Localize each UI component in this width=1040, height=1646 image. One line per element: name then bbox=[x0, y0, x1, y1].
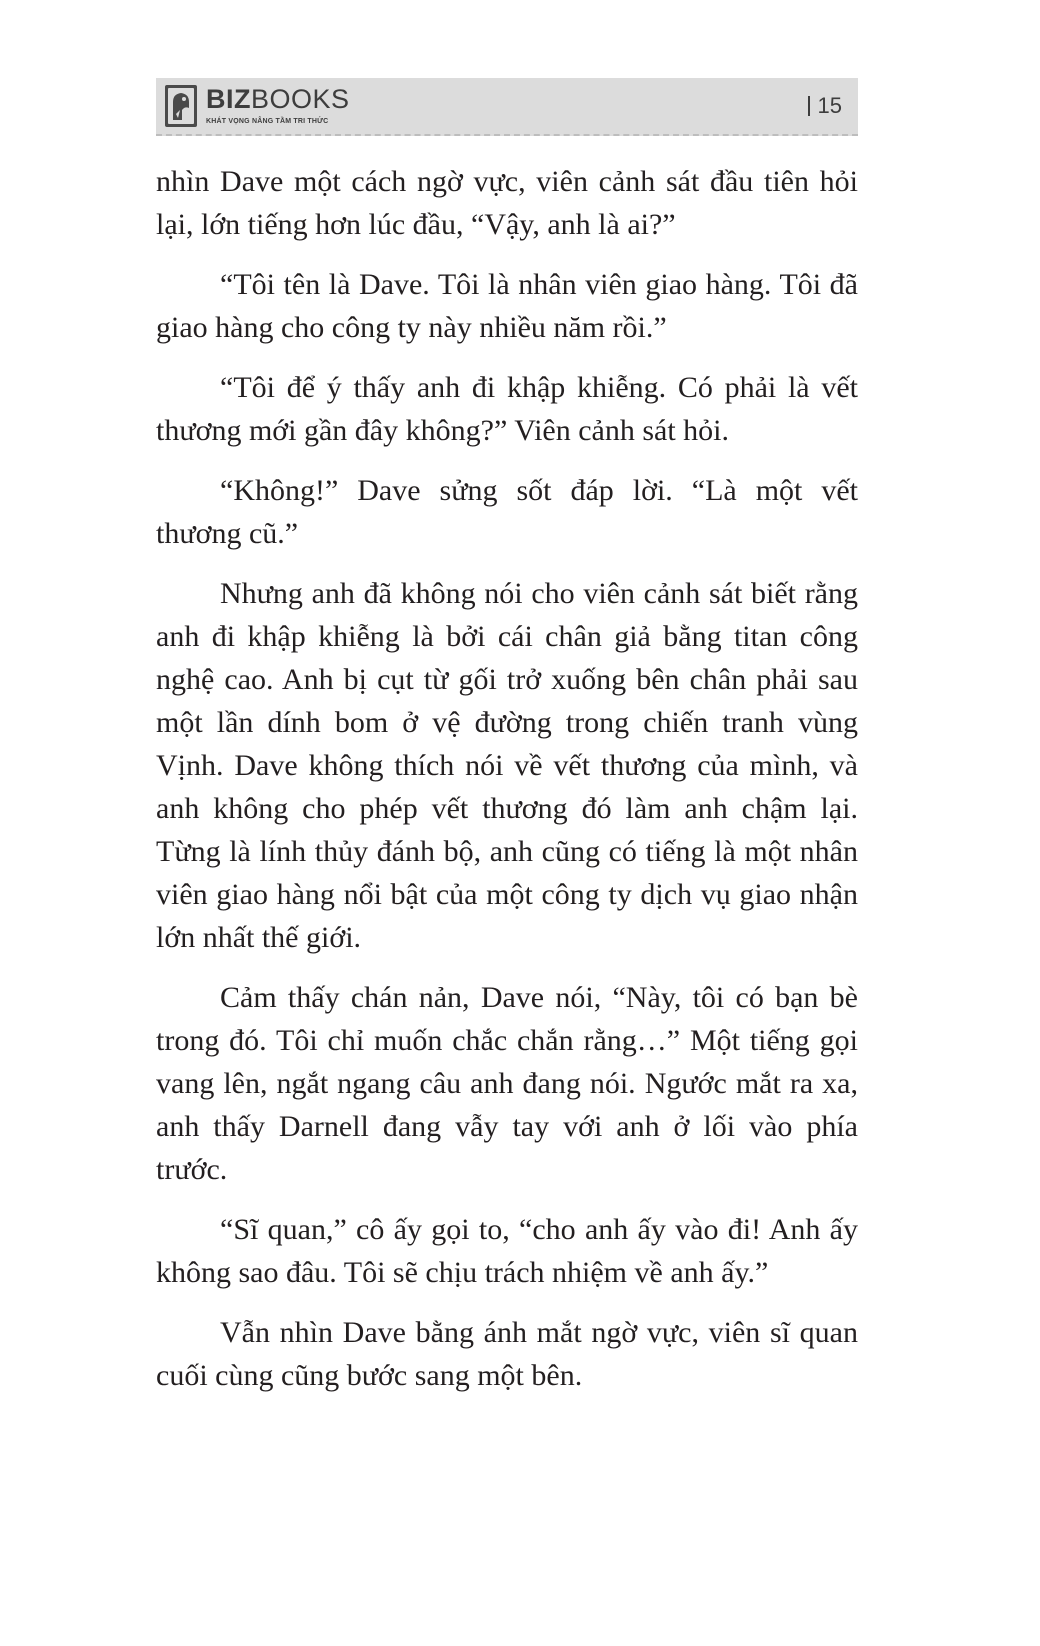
paragraph: nhìn Dave một cách ngờ vực, viên cảnh sát đầu tiên hỏi lại, lớn tiếng hơn lúc đầu, “Vậy, anh là ai?” bbox=[156, 165, 858, 241]
paragraph: Cảm thấy chán nản, Dave nói, “Này, tôi có bạn bè trong đó. Tôi chỉ muốn chắc chắn rằng…” Một tiếng gọi vang lên, ngắt ngang câu anh đang nói. Ngước mắt ra xa, anh thấy Darnell đang vẫy tay với anh ở lối vào phía trước. bbox=[156, 981, 858, 1186]
paragraph: Nhưng anh đã không nói cho viên cảnh sát biết rằng anh đi khập khiễng là bởi cái chân giả bằng titan công nghệ cao. Anh bị cụt từ gối trở xuống bên chân phải sau một lần dính bom ở vệ đường trong chiến tranh vùng Vịnh. Dave không thích nói về vết thương của mình, và anh không cho phép vết thương đó làm anh chậm lại. Từng là lính thủy đánh bộ, anh cũng có tiếng là một nhân viên giao hàng nổi bật của một công ty dịch vụ giao nhận lớn nhất thế giới. bbox=[156, 577, 858, 954]
paragraph: “Tôi để ý thấy anh đi khập khiễng. Có phải là vết thương mới gần đây không?” Viên cảnh sát hỏi. bbox=[156, 371, 858, 447]
paragraph: Vẫn nhìn Dave bằng ánh mắt ngờ vực, viên sĩ quan cuối cùng cũng bước sang một bên. bbox=[156, 1316, 858, 1392]
page-number-divider bbox=[808, 96, 810, 116]
brand-name bbox=[206, 86, 350, 113]
brand-name-bold: BIZ bbox=[206, 84, 251, 114]
paragraph: “Không!” Dave sửng sốt đáp lời. “Là một vết thương cũ.” bbox=[156, 474, 858, 550]
body-text bbox=[156, 160, 858, 1414]
page-number-value: 15 bbox=[817, 93, 842, 118]
paragraph: “Sĩ quan,” cô ấy gọi to, “cho anh ấy vào đi! Anh ấy không sao đâu. Tôi sẽ chịu trách nhiệm về anh ấy.” bbox=[156, 1213, 858, 1289]
paragraph: “Tôi tên là Dave. Tôi là nhân viên giao hàng. Tôi đã giao hàng cho công ty này nhiều năm rồi.” bbox=[156, 268, 858, 344]
page-number bbox=[808, 94, 842, 118]
bizbooks-logo-icon bbox=[164, 84, 198, 128]
brand-name-light: BOOKS bbox=[251, 84, 350, 114]
page-header bbox=[156, 78, 858, 136]
brand-tagline: KHÁT VỌNG NÂNG TẦM TRI THỨC bbox=[206, 118, 329, 125]
